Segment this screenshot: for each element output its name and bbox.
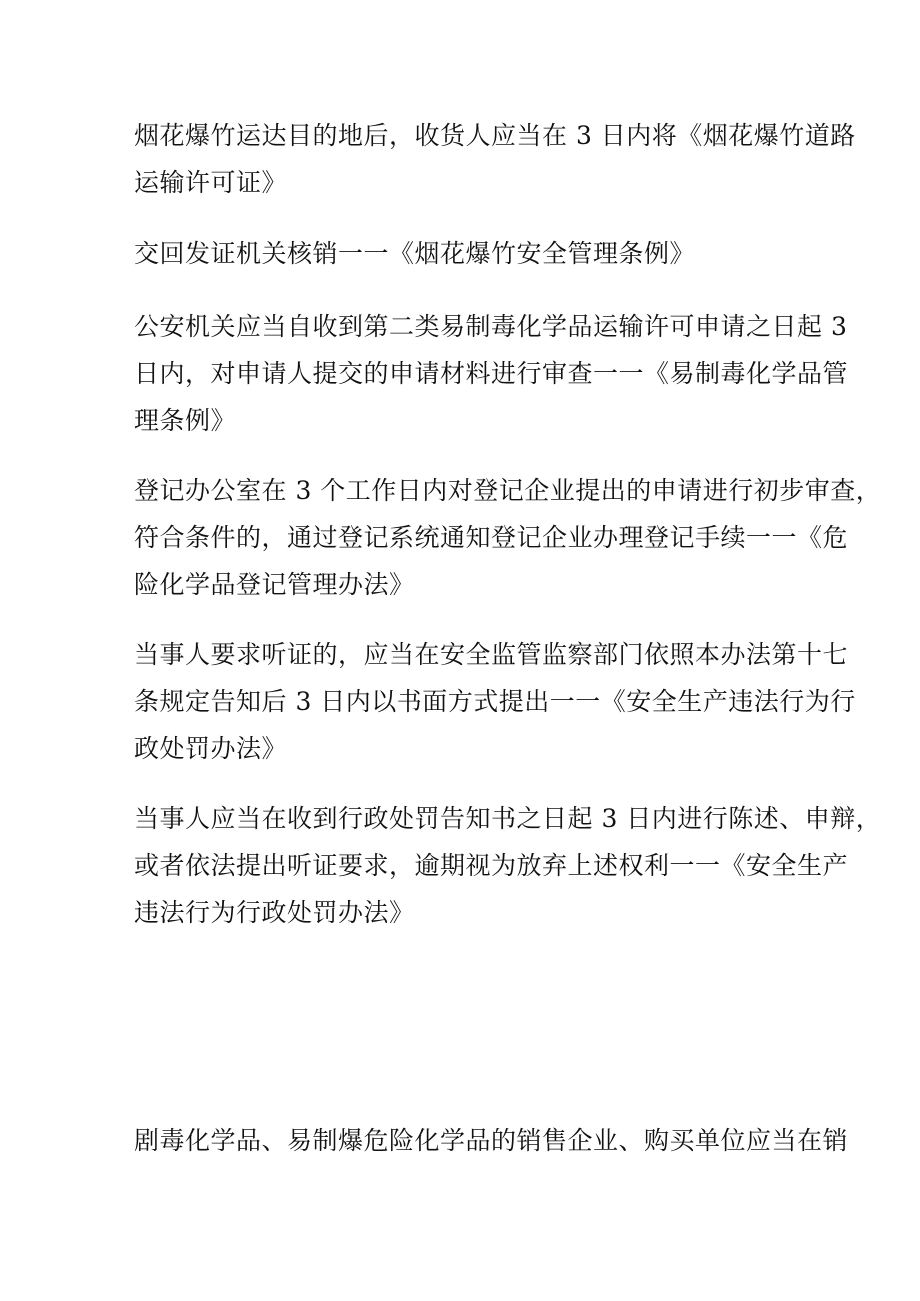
text-line: 险化学品登记管理办法》: [134, 570, 415, 599]
text-line: 政处罚办法》: [134, 734, 288, 763]
text-line: 运输许可证》: [134, 168, 288, 197]
paragraph-chemical-registration: [134, 467, 882, 608]
paragraph-precursor-chemicals: [134, 303, 849, 444]
text-line: 烟花爆竹运达目的地后，收货人应当在 3 日内将《烟花爆竹道路: [134, 121, 856, 150]
text-line: 违法行为行政处罚办法》: [134, 898, 415, 927]
text-line: 条规定告知后 3 日内以书面方式提出一一《安全生产违法行为行: [134, 687, 856, 716]
text-line: 或者依法提出听证要求，逾期视为放弃上述权利一一《安全生产: [134, 851, 849, 880]
text-line: 理条例》: [134, 406, 237, 435]
text-line: 当事人要求听证的，应当在安全监管监察部门依照本办法第十七: [134, 640, 849, 669]
paragraph-toxic-chemicals-sales: [134, 1117, 849, 1164]
text-line: 符合条件的，通过登记系统通知登记企业办理登记手续一一《危: [134, 523, 849, 552]
text-line: 交回发证机关核销一一《烟花爆竹安全管理条例》: [134, 239, 696, 268]
paragraph-fireworks-transport-permit: [134, 112, 856, 206]
paragraph-hearing-request: [134, 631, 856, 772]
text-line: 公安机关应当自收到第二类易制毒化学品运输许可申请之日起 3: [134, 312, 848, 341]
paragraph-fireworks-safety-regulation: [134, 230, 802, 277]
paragraph-statement-defense: [134, 795, 882, 936]
text-line: 当事人应当在收到行政处罚告知书之日起 3 日内进行陈述、申辩，: [134, 804, 882, 833]
text-line: 剧毒化学品、易制爆危险化学品的销售企业、购买单位应当在销: [134, 1126, 849, 1155]
text-line: 登记办公室在 3 个工作日内对登记企业提出的申请进行初步审查，: [134, 476, 882, 505]
text-line: 日内，对申请人提交的申请材料进行审查一一《易制毒化学品管: [134, 359, 849, 388]
